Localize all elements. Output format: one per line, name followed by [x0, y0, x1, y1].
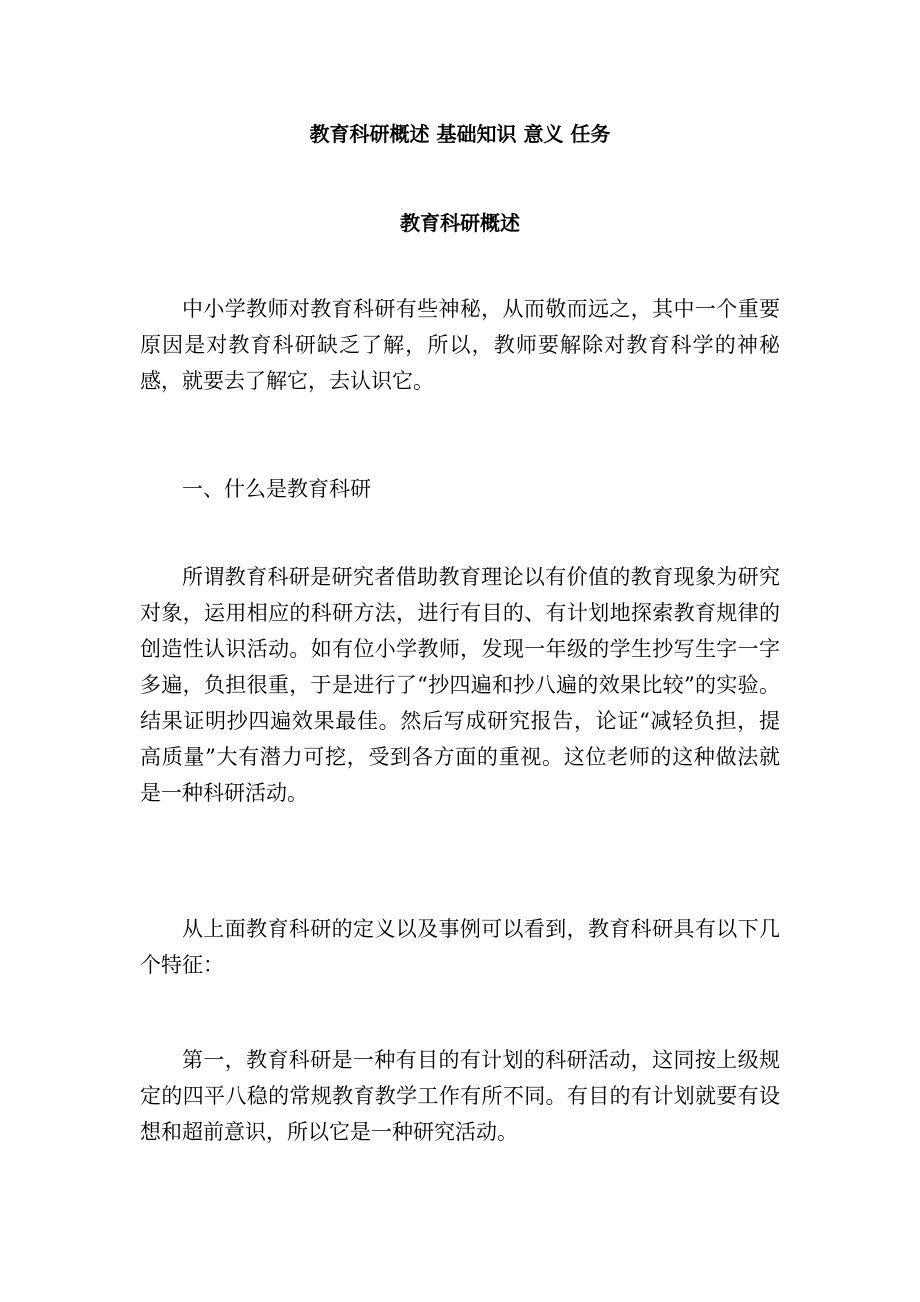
document-title: 教育科研概述 基础知识 意义 任务 [309, 122, 611, 146]
paragraph-features-intro: 从上面教育科研的定义以及事例可以看到，教育科研具有以下几个特征： [140, 917, 780, 977]
document-subtitle: 教育科研概述 [400, 211, 520, 235]
paragraph-definition: 所谓教育科研是研究者借助教育理论以有价值的教育现象为研究对象，运用相应的科研方法，进行有目的、有计划地探索教育规律的创造性认识活动。如有位小学教师，发现一年级的学生抄写生字一字多遍，负担很重，于是进行了“抄四遍和抄八遍的效果比较”的实验。结果证明抄四遍效果最佳。然后写成研究报告，论证“减轻负担，提高质量”大有潜力可挖，受到各方面的重视。这位老师的这种做法就是一种科研活动。 [140, 565, 780, 805]
section-heading-what-is-research: 一、什么是教育科研 [182, 477, 371, 501]
paragraph-feature-one: 第一，教育科研是一种有目的有计划的科研活动，这同按上级规定的四平八稳的常规教育教学工作有所不同。有目的有计划就要有设想和超前意识，所以它是一种研究活动。 [140, 1048, 780, 1144]
paragraph-intro: 中小学教师对教育科研有些神秘，从而敬而远之，其中一个重要原因是对教育科研缺乏了解，所以，教师要解除对教育科学的神秘感，就要去了解它，去认识它。 [140, 297, 780, 393]
